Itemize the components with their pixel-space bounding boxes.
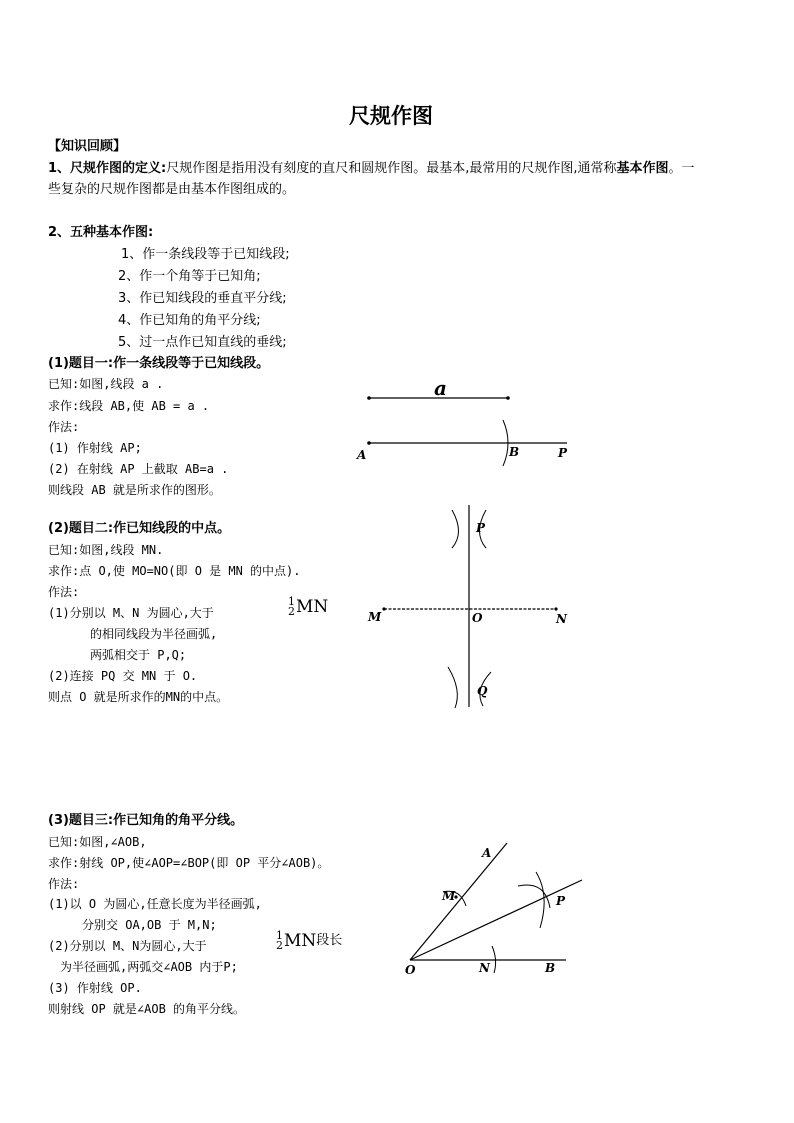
fraction-denominator: 2: [288, 605, 295, 618]
problem-2-line: 求作:点 O,使 MO=NO(即 O 是 MN 的中点).: [48, 564, 301, 578]
problem-3-line: 分别交 OA,OB 于 M,N;: [82, 918, 217, 932]
definition-line-2: 些复杂的尺规作图都是由基本作图组成的。: [48, 182, 296, 197]
label-a: a: [434, 376, 447, 400]
definition-bold-term: 基本作图: [616, 161, 669, 176]
problem-2-line: 作法:: [48, 585, 80, 599]
review-heading: 【知识回顾】: [48, 139, 127, 154]
problem-2-line: 的相同线段为半径画弧,: [90, 627, 218, 641]
construction-item: 4、作已知角的角平分线;: [118, 313, 261, 328]
problem-1-line: 求作:线段 AB,使 AB = a .: [48, 399, 210, 413]
construction-item: 3、作已知线段的垂直平分线;: [118, 291, 287, 306]
page-title: 尺规作图: [349, 103, 433, 128]
problem-1-line: (1) 作射线 AP;: [48, 441, 142, 455]
label-P: P: [476, 521, 486, 535]
problem-3-heading: (3)题目三:作已知角的角平分线。: [48, 813, 244, 828]
problem-2-line: 两弧相交于 P,Q;: [90, 648, 187, 662]
definition-text-2: 。一: [668, 161, 695, 176]
definition-text-1: 尺规作图是指用没有刻度的直尺和圆规作图。最基本,最常用的尺规作图,通常称: [166, 161, 617, 176]
problem-3-line: (2)分别以 M、N为圆心,大于: [48, 939, 207, 953]
label-A: A: [357, 448, 367, 462]
problem-1-line: 则线段 AB 就是所求作的图形。: [48, 483, 221, 497]
problem-3-line: 已知:如图,∠AOB,: [48, 835, 147, 849]
label-B: B: [545, 961, 556, 975]
construction-item: 2、作一个角等于已知角;: [118, 269, 261, 284]
problem-3-line: 求作:射线 OP,使∠AOP=∠BOP(即 OP 平分∠AOB)。: [48, 856, 330, 870]
label-P: P: [558, 446, 568, 460]
label-B: B: [509, 445, 520, 459]
problem-1-heading: (1)题目一:作一条线段等于已知线段。: [48, 356, 270, 371]
problem-1-line: 已知:如图,线段 a .: [48, 377, 164, 391]
fraction-denominator: 2: [276, 939, 283, 952]
label-Q: Q: [477, 684, 488, 698]
problem-2-line: (1)分别以 M、N 为圆心,大于: [48, 606, 214, 620]
label-O: O: [405, 963, 416, 977]
problem-3-line: 为半径画弧,两弧交∠AOB 内于P;: [60, 960, 238, 974]
problem-2-line: (2)连接 PQ 交 MN 于 O.: [48, 669, 198, 683]
fraction-text: MN: [284, 931, 317, 951]
ray-op: [410, 880, 582, 960]
problem-2-line: 则点 O 就是所求作的MN的中点。: [48, 690, 229, 704]
problem-3-line: 作法:: [48, 877, 80, 891]
problem-2-line: 已知:如图,线段 MN.: [48, 543, 164, 557]
problem-1-line: 作法:: [48, 420, 80, 434]
label-M: M: [368, 610, 382, 624]
label-O: O: [472, 611, 483, 625]
problem-1-line: (2) 在射线 AP 上截取 AB=a .: [48, 462, 229, 476]
fraction-text: MN: [296, 597, 329, 617]
five-constructions-heading: 2、五种基本作图:: [48, 225, 154, 240]
problem-2-heading: (2)题目二:作已知线段的中点。: [48, 521, 231, 536]
label-A: A: [482, 846, 492, 860]
label-N: N: [479, 961, 490, 975]
label-P: P: [556, 894, 566, 908]
construction-item: 5、过一点作已知直线的垂线;: [118, 335, 287, 350]
label-M: M: [442, 889, 456, 903]
label-N: N: [556, 612, 567, 626]
problem-3-line: (1)以 O 为圆心,任意长度为半径画弧,: [48, 897, 262, 911]
ray-oa: [410, 843, 507, 960]
problem-3-line: (3) 作射线 OP.: [48, 981, 142, 995]
definition-lead: 1、尺规作图的定义:: [48, 161, 167, 176]
construction-item: 1、作一条线段等于已知线段;: [121, 247, 290, 262]
fraction-numerator: 1: [288, 595, 295, 608]
problem-3-line: 则射线 OP 就是∠AOB 的角平分线。: [48, 1002, 246, 1016]
fraction-suffix: 段长: [316, 933, 343, 948]
fraction-numerator: 1: [276, 929, 283, 942]
